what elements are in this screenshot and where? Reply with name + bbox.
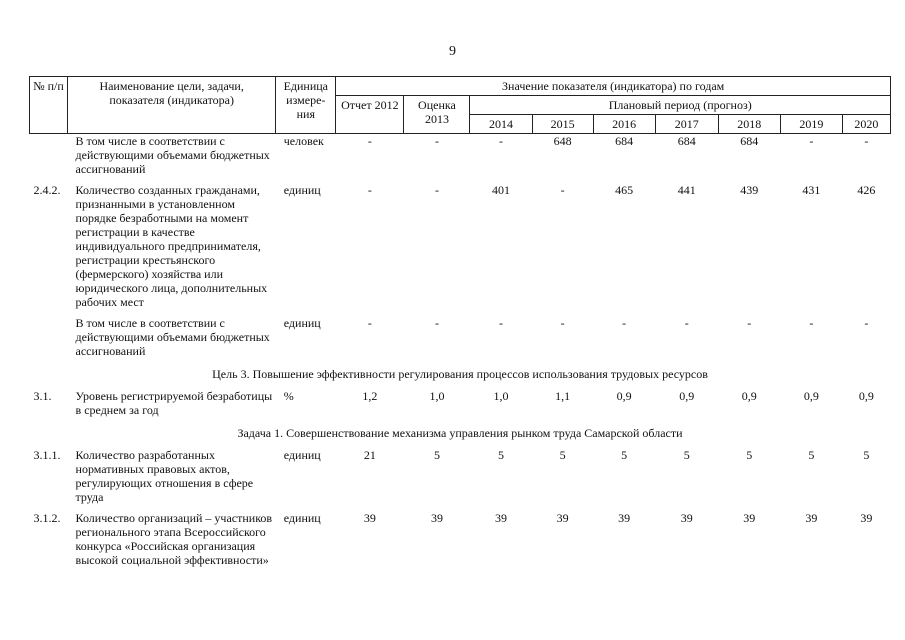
row-number (30, 134, 68, 177)
row-number (30, 316, 68, 358)
header-year: 2017 (655, 115, 718, 134)
indicator-name: Уровень регистрируемой безработицы в среднем за год (75, 389, 273, 417)
value-cell: 5 (621, 448, 628, 462)
header-year: 2020 (842, 115, 890, 134)
row-number: 3.1.1. (33, 448, 61, 462)
value-cell: - (809, 316, 814, 330)
indicator-name: В том числе в соответствии с действующими объемами бюджетных ассигнований (75, 316, 270, 358)
value-cell: 441 (677, 183, 696, 197)
unit-cell: единиц (283, 183, 321, 197)
row-spacer (30, 441, 891, 448)
header-plan-period: Плановый период (прогноз) (470, 96, 891, 115)
value-cell: - (434, 183, 439, 197)
indicator-name: В том числе в соответствии с действующими объемами бюджетных ассигнований (75, 134, 270, 176)
table-row (30, 448, 891, 504)
value-cell: 684 (615, 134, 634, 148)
row-spacer (30, 176, 891, 183)
value-cell: 684 (677, 134, 696, 148)
value-cell: 39 (860, 511, 873, 525)
table-row (30, 511, 891, 567)
value-cell: 0,9 (679, 389, 695, 403)
table-body (30, 134, 891, 568)
value-cell: 1,1 (555, 389, 571, 403)
table-row (30, 389, 891, 417)
row-number: 2.4.2. (33, 183, 61, 197)
header-unit: Единица измере-ния (276, 77, 336, 134)
value-cell: 465 (615, 183, 634, 197)
section-title: Цель 3. Повышение эффективности регулирования процессов использования трудовых ресурсов (212, 367, 708, 381)
value-cell: 439 (740, 183, 759, 197)
value-cell: 0,9 (616, 389, 632, 403)
value-cell: 431 (802, 183, 821, 197)
header-year: 2014 (470, 115, 532, 134)
value-cell: 426 (857, 183, 876, 197)
spacer-cell (30, 382, 891, 389)
value-cell: - (434, 316, 439, 330)
value-cell: - (684, 316, 689, 330)
value-cell: - (499, 134, 503, 148)
value-cell: - (434, 134, 439, 148)
spacer-cell (30, 504, 891, 511)
value-cell: 0,9 (741, 389, 757, 403)
spacer-cell (30, 309, 891, 316)
value-cell: 39 (556, 511, 569, 525)
value-cell: - (560, 316, 565, 330)
value-cell: 684 (740, 134, 759, 148)
row-number: 3.1.2. (33, 511, 61, 525)
row-spacer (30, 417, 891, 424)
table-row (30, 316, 891, 358)
value-cell: 648 (553, 134, 572, 148)
header-year: 2015 (532, 115, 593, 134)
table-header (30, 77, 891, 134)
value-cell: 5 (498, 448, 504, 462)
value-cell: - (367, 316, 372, 330)
value-cell: - (747, 316, 752, 330)
unit-cell: единиц (283, 511, 321, 525)
row-spacer (30, 358, 891, 365)
spacer-cell (30, 176, 891, 183)
value-cell: 5 (746, 448, 753, 462)
spacer-cell (30, 358, 891, 365)
value-cell: 5 (683, 448, 690, 462)
value-cell: 39 (743, 511, 756, 525)
value-cell: 39 (495, 511, 507, 525)
value-cell: 21 (363, 448, 376, 462)
value-cell: - (864, 134, 869, 148)
value-cell: 39 (805, 511, 818, 525)
indicator-name: Количество организаций – участников регионального этапа Всероссийского конкурса «Российская организация высокой социальной эффективности» (75, 511, 273, 567)
section-row (30, 424, 891, 441)
indicator-name: Количество разработанных нормативных правовых актов, регулирующих отношения в сфере труда (75, 448, 254, 504)
header-name: Наименование цели, задачи, показателя (индикатора) (68, 77, 276, 134)
section-title: Задача 1. Совершенствование механизма управления рынком труда Самарской области (237, 426, 683, 440)
table-row (30, 134, 891, 177)
row-spacer (30, 309, 891, 316)
header-year: 2016 (593, 115, 655, 134)
value-cell: 5 (808, 448, 815, 462)
row-spacer (30, 504, 891, 511)
unit-cell: человек (283, 134, 324, 148)
value-cell: 39 (680, 511, 693, 525)
indicator-name: Количество созданных гражданами, признанными в установленном порядке безработными на момент регистрации в качестве индивидуального предпринимателя, регистрации крестьянского (фермерского) хозяйства или юридического лица, дополнительных рабочих мест (75, 183, 268, 309)
header-report: Отчет 2012 (336, 96, 404, 134)
value-cell: 1,0 (493, 389, 509, 403)
value-cell: 0,9 (803, 389, 819, 403)
row-spacer (30, 382, 891, 389)
unit-cell: единиц (283, 448, 321, 462)
value-cell: 39 (618, 511, 631, 525)
unit-cell: единиц (283, 316, 321, 330)
value-cell: 401 (492, 183, 510, 197)
value-cell: 39 (430, 511, 443, 525)
table-row (30, 183, 891, 309)
value-cell: - (367, 183, 372, 197)
value-cell: 1,0 (429, 389, 445, 403)
header-year: 2018 (718, 115, 780, 134)
header-values-group: Значение показателя (индикатора) по годам (336, 77, 891, 96)
header-estimate: Оценка 2013 (404, 96, 470, 134)
row-number: 3.1. (33, 389, 52, 403)
spacer-cell (30, 417, 891, 424)
value-cell: 39 (363, 511, 376, 525)
value-cell: 0,9 (858, 389, 874, 403)
value-cell: 5 (559, 448, 566, 462)
value-cell: - (499, 316, 503, 330)
indicators-table (29, 76, 891, 567)
unit-cell: % (283, 389, 294, 403)
value-cell: - (809, 134, 814, 148)
header-year: 2019 (780, 115, 842, 134)
header-num: № п/п (30, 77, 68, 134)
value-cell: 1,2 (362, 389, 378, 403)
value-cell: - (864, 316, 869, 330)
page-number: 9 (449, 44, 456, 59)
value-cell: - (622, 316, 627, 330)
value-cell: 5 (863, 448, 870, 462)
section-row (30, 365, 891, 382)
value-cell: - (367, 134, 372, 148)
value-cell: 5 (433, 448, 440, 462)
value-cell: - (560, 183, 565, 197)
spacer-cell (30, 441, 891, 448)
